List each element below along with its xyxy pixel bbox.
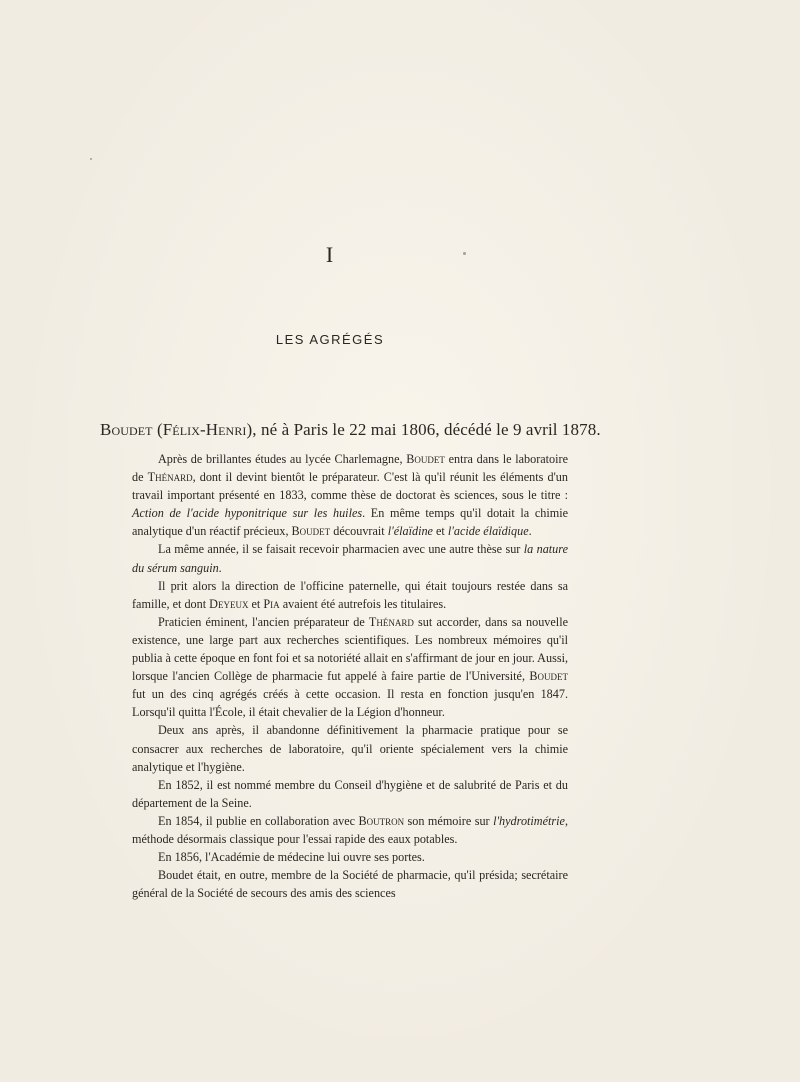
text-run: et	[432, 524, 448, 539]
method-name: l'hydrotimétrie	[493, 813, 565, 828]
text-run: fut un des cinq agrégés créés à cette occasion. Il resta en fonction jusqu'en 1847. Lorsqu'il quitta l'École, il était chevalier de la Légion d'honneur.	[132, 687, 568, 720]
entry-details: , né à Paris le 22 mai 1806, décédé le 9 avril 1878.	[252, 420, 601, 439]
person-name: Thénard	[147, 470, 193, 485]
person-name: Pia	[263, 596, 280, 611]
text-run: entra dans le laboratoire de	[132, 452, 569, 485]
paragraph	[132, 577, 568, 613]
person-name: Boudet	[529, 669, 568, 684]
text-run: découvrait	[330, 524, 388, 539]
text-run: avaient été autrefois les titulaires.	[279, 596, 447, 611]
text-run: , méthode désormais classique pour l'essai rapide des eaux potables.	[132, 813, 568, 846]
text-run: .	[528, 524, 532, 539]
thesis-title: Action de l'acide hyponitrique sur les huiles	[132, 506, 363, 521]
paragraph: En 1856, l'Académie de médecine lui ouvre ses portes.	[158, 850, 425, 865]
text-run: . En même temps qu'il dotait la chimie analytique d'un réactif précieux,	[132, 506, 568, 539]
person-name: Boudet	[291, 524, 331, 539]
text-run: , dont il devint bientôt le préparateur. C'est là qu'il réunit les éléments d'un travail important présenté en 1833, comme thèse de doctorat ès sciences, sous le titre :	[132, 470, 568, 503]
text-run: Après de brillantes études au lycée Charlemagne,	[158, 452, 407, 466]
text-run: .	[218, 560, 222, 575]
paragraph: En 1852, il est nommé membre du Conseil d'hygiène et de salubrité de Paris et du département de la Seine.	[132, 777, 568, 810]
paragraph	[132, 540, 568, 576]
compound-name: l'acide élaïdique	[447, 524, 529, 539]
chapter-numeral: I	[325, 242, 335, 267]
text-run: sut accorder, dans sa nouvelle existence, une large part aux recherches scientifiques. Les nombreux mémoires qu'il publia à cette époque en font foi et sa notoriété allait en s'affirmant de jour en jour. Aussi, lorsque l'ancien Collège de pharmacie fut appelé à faire partie de l'Université,	[132, 614, 568, 684]
person-name: Deyeux	[209, 596, 249, 611]
paragraph	[132, 613, 568, 722]
person-name: Boudet	[406, 452, 445, 466]
text-run: Praticien éminent, l'ancien préparateur de	[158, 614, 369, 629]
text-run: En 1854, il publie en collaboration avec	[158, 813, 359, 828]
compound-name: l'élaïdine	[387, 524, 433, 539]
paragraph: Deux ans après, il abandonne définitivement la pharmacie pratique pour se consacrer aux recherches de laboratoire, qu'il oriente spécialement vers la chimie analytique et l'hygiène.	[132, 723, 568, 774]
person-name: Boutron	[358, 813, 405, 828]
paragraph: Boudet était, en outre, membre de la Société de pharmacie, qu'il présida; secrétaire général de la Société de secours des amis des sciences	[132, 868, 568, 901]
section-title: LES AGRÉGÉS	[275, 332, 385, 347]
paragraph	[132, 812, 568, 848]
text-run: et	[248, 596, 264, 611]
person-name: Thénard	[368, 614, 414, 629]
text-run: La même année, il se faisait recevoir pharmacien avec une autre thèse sur	[158, 542, 524, 557]
thesis-title: la nature du sérum sanguin	[132, 542, 568, 575]
biography-text	[132, 450, 568, 902]
text-run: son mémoire sur	[404, 813, 494, 828]
print-speck	[90, 158, 92, 160]
entry-heading	[100, 420, 601, 440]
entry-name: Boudet (Félix-Henri)	[100, 420, 253, 439]
text-run: Il prit alors la direction de l'officine paternelle, qui était toujours restée dans sa famille, et dont	[132, 578, 568, 611]
paragraph	[132, 450, 568, 540]
